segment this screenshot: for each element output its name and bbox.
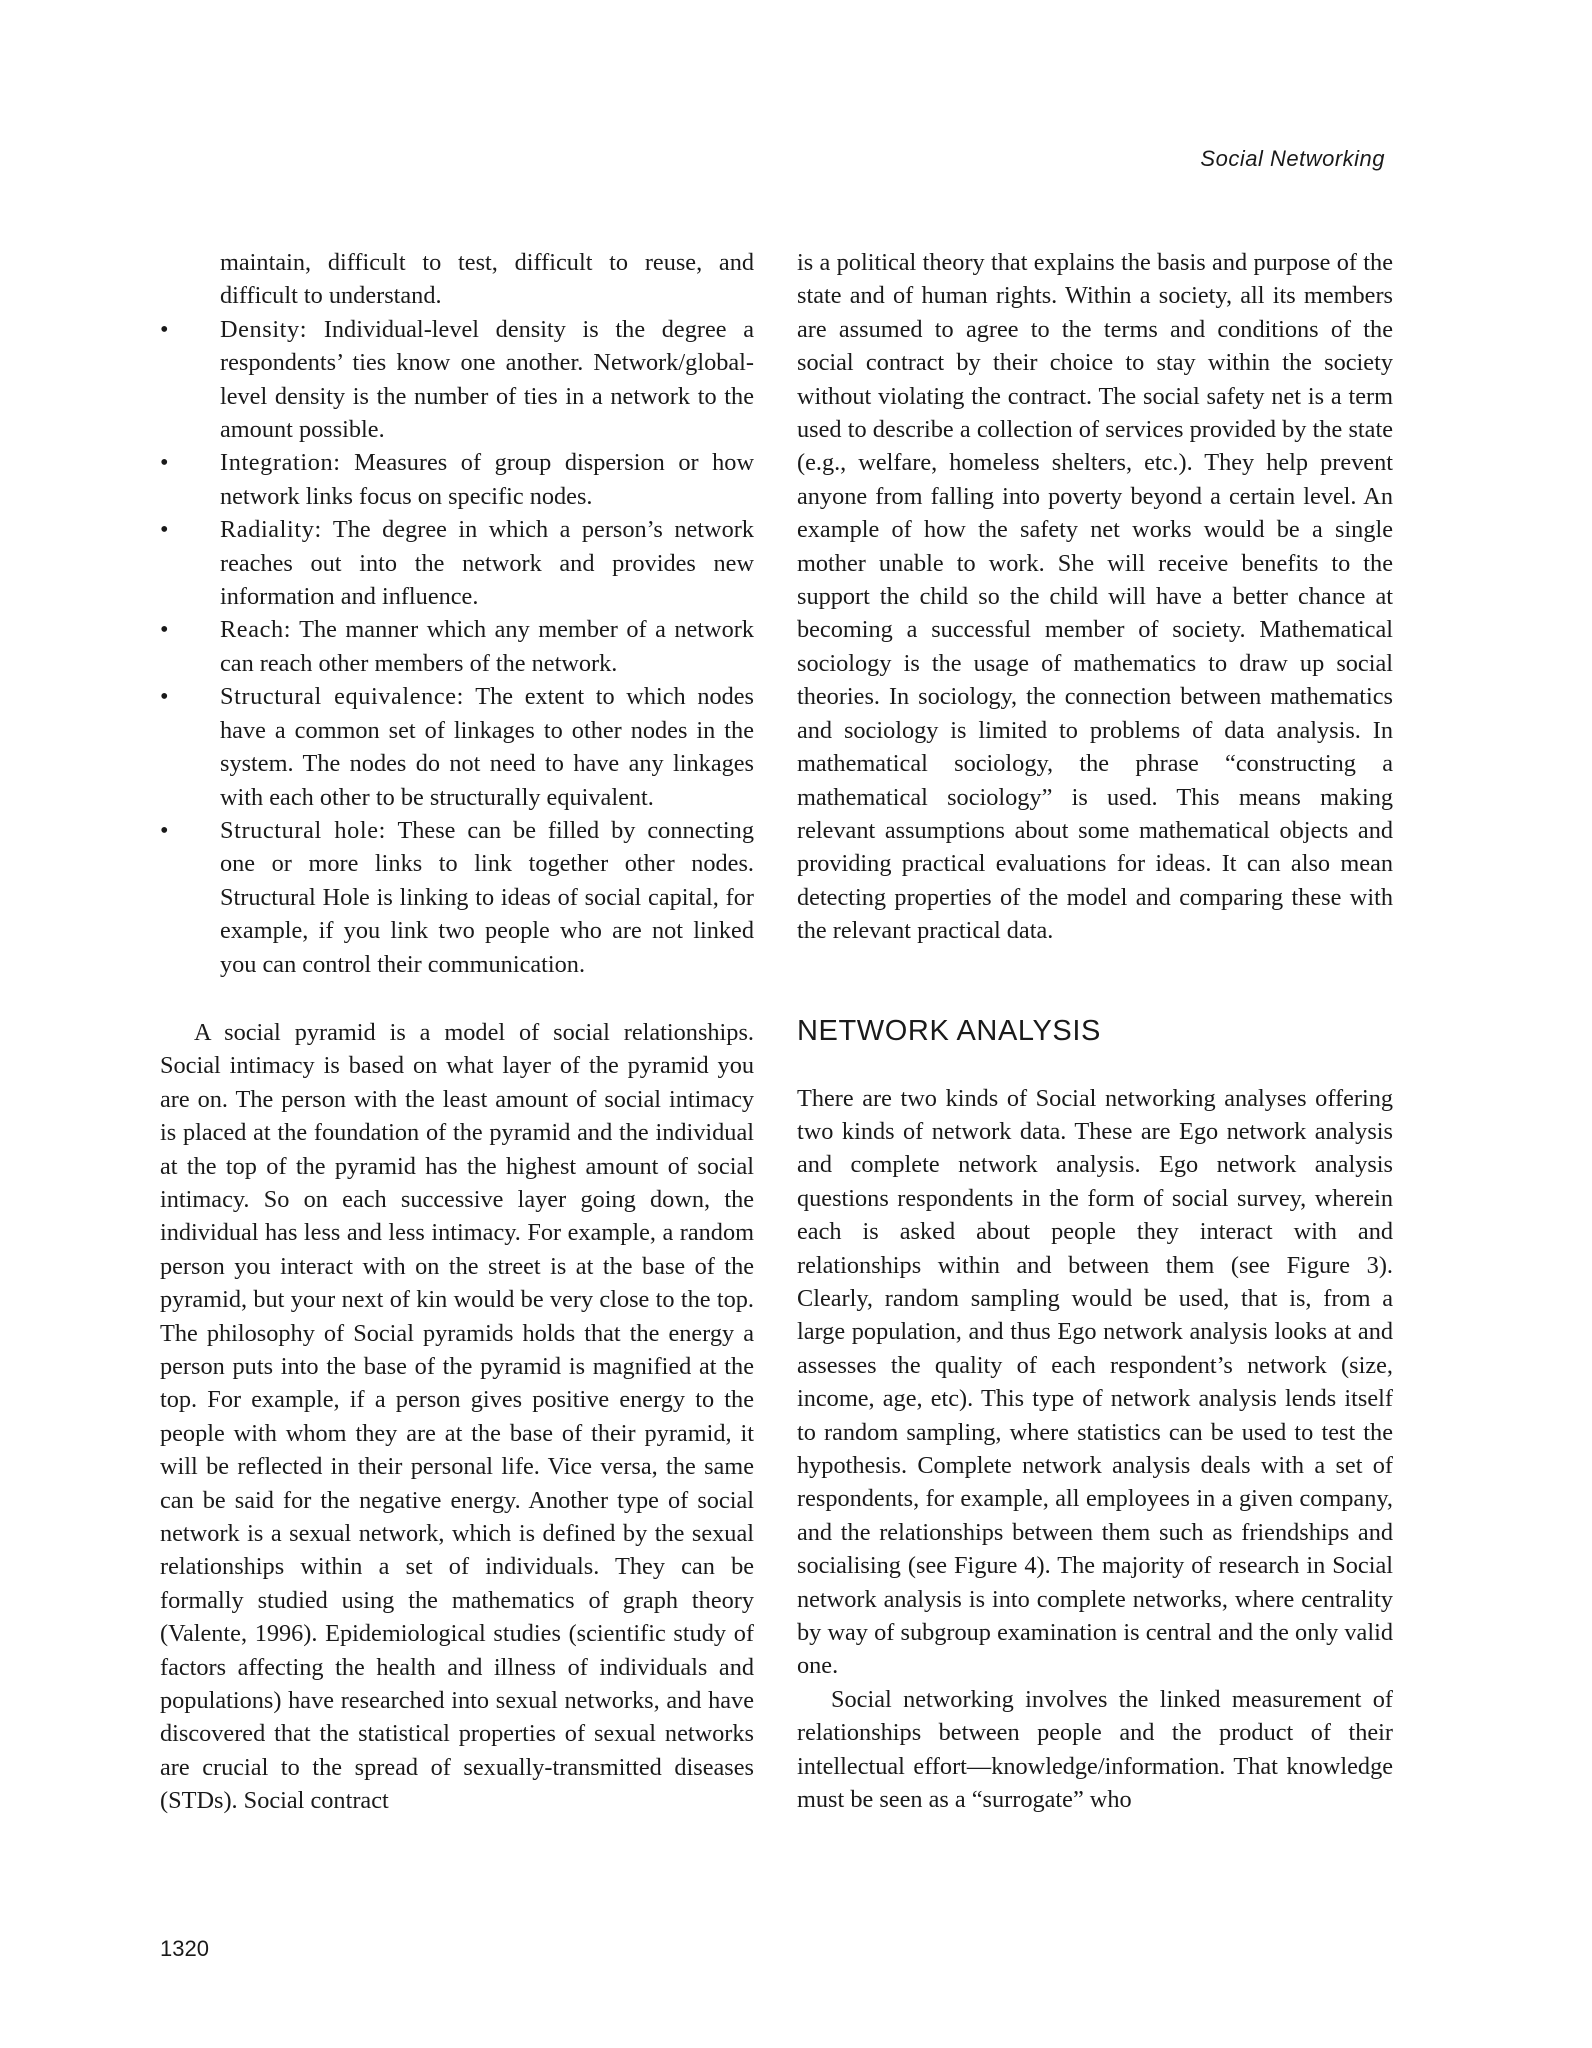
bullet-term: Radiality: — [220, 516, 322, 544]
bullet-item-reach — [160, 613, 754, 680]
bullet-term: Structural equivalence: — [220, 683, 465, 711]
bullet-icon: • — [160, 816, 169, 844]
network-analysis-paragraph-2: Social networking involves the linked measurement of relationships between people and the product of their intellectual effort—knowledge/information. That knowledge must be seen as a “surrogate” who — [797, 1685, 1393, 1814]
bullet-icon: • — [160, 516, 169, 544]
bullet-term: Integration: — [220, 449, 341, 477]
bullet-item-integration — [160, 446, 754, 513]
bullet-item-density — [160, 313, 754, 447]
bullet-text: These can be filled by connecting one or more links to link together other nodes. Structural Hole is linking to ideas of social capital, for example, if you link two people who are not linked you can control their communication. — [220, 816, 754, 978]
bullet-term: Density: — [220, 315, 308, 343]
bullet-term: Reach: — [220, 616, 292, 644]
bullet-icon: • — [160, 683, 169, 711]
bullet-text: The degree in which a person’s network reaches out into the network and provides new information and influence. — [220, 516, 754, 611]
bullet-text: Measures of group dispersion or how network links focus on specific nodes. — [220, 449, 754, 510]
bullet-item-structural-equivalence — [160, 680, 754, 814]
running-head: Social Networking — [1200, 146, 1385, 171]
bullet-item-radiality — [160, 513, 754, 613]
bullet-text: The extent to which nodes have a common set of linkages to other nodes in the system. The nodes do not need to have any linkages with each other to be structurally equivalent. — [220, 683, 754, 811]
network-analysis-paragraph-1: There are two kinds of Social networking analyses offering two kinds of network data. These are Ego network analysis and complete network analysis. Ego network analysis questions respondents in the form of social survey, wherein each is asked about people they interact with and relationships within and between them (see Figure 3). Clearly, random sampling would be used, that is, from a large population, and thus Ego network analysis looks at and assesses the quality of each respondent’s network (size, income, age, etc). This type of network analysis lends itself to random sampling, where statistics can be used to test the hypothesis. Complete network analysis deals with a set of respondents, for example, all employees in a given company, and the relationships between them such as friendships and socialising (see Figure 4). The majority of research in Social network analysis is into complete networks, where centrality by way of subgroup examination is central and the only valid one. — [797, 1084, 1393, 1680]
left-column — [160, 246, 754, 1818]
bullet-text: Individual-level density is the degree a respondents’ ties know one another. Network/global-level density is the number of ties in a network to the amount possible. — [220, 315, 754, 444]
bullet-item-structural-hole — [160, 814, 754, 981]
bullet-icon: • — [160, 315, 169, 343]
bullet-text: The manner which any member of a network can reach other members of the network. — [220, 616, 754, 677]
social-pyramid-paragraph: A social pyramid is a model of social relationships. Social intimacy is based on what layer of the pyramid you are on. The person with the least amount of social intimacy is placed at the foundation of the pyramid and the individual at the top of the pyramid has the highest amount of social intimacy. So on each successive layer going down, the individual has less and less intimacy. For example, a random person you interact with on the street is at the base of the pyramid, but your next of kin would be very close to the top. The philosophy of Social pyramids holds that the energy a person puts into the base of the pyramid is magnified at the top. For example, if a person gives positive energy to the people with whom they are at the base of their pyramid, it will be reflected in their personal life. Vice versa, the same can be said for the negative energy. Another type of social network is a sexual network, which is defined by the sexual relationships within a set of individuals. They can be formally studied using the mathematics of graph theory (Valente, 1996). Epidemiological studies (scientific study of factors affecting the health and illness of individuals and populations) have researched into sexual networks, and have discovered that the statistical properties of sexual networks are crucial to the spread of sexually-transmitted diseases (STDs). Social contract — [160, 1018, 754, 1815]
bullet-list — [160, 313, 754, 981]
page-number: 1320 — [160, 1936, 209, 1961]
right-column — [797, 246, 1393, 1816]
left-continuation-text: maintain, difficult to test, difficult to reuse, and difficult to understand. — [220, 249, 754, 310]
section-heading: NETWORK ANALYSIS — [797, 1014, 1101, 1047]
bullet-icon: • — [160, 449, 169, 477]
bullet-term: Structural hole: — [220, 816, 386, 844]
bullet-icon: • — [160, 616, 169, 644]
right-continuation-text: is a political theory that explains the basis and purpose of the state and of human rights. Within a society, all its members are assumed to agree to the terms and conditions of the social contract by their choice to stay within the society without violating the contract. The social safety net is a term used to describe a collection of services provided by the state (e.g., welfare, homeless shelters, etc.). They help prevent anyone from falling into poverty beyond a certain level. An example of how the safety net works would be a single mother unable to work. She will receive benefits to the support the child so the child will have a better chance at becoming a successful member of society. Mathematical sociology is the usage of mathematics to draw up social theories. In sociology, the connection between mathematics and sociology is limited to problems of data analysis. In mathematical sociology, the phrase “constructing a mathematical sociology” is used. This means making relevant assumptions about some mathematical objects and providing practical evaluations for ideas. It can also mean detecting properties of the model and comparing these with the relevant practical data. — [797, 249, 1393, 945]
